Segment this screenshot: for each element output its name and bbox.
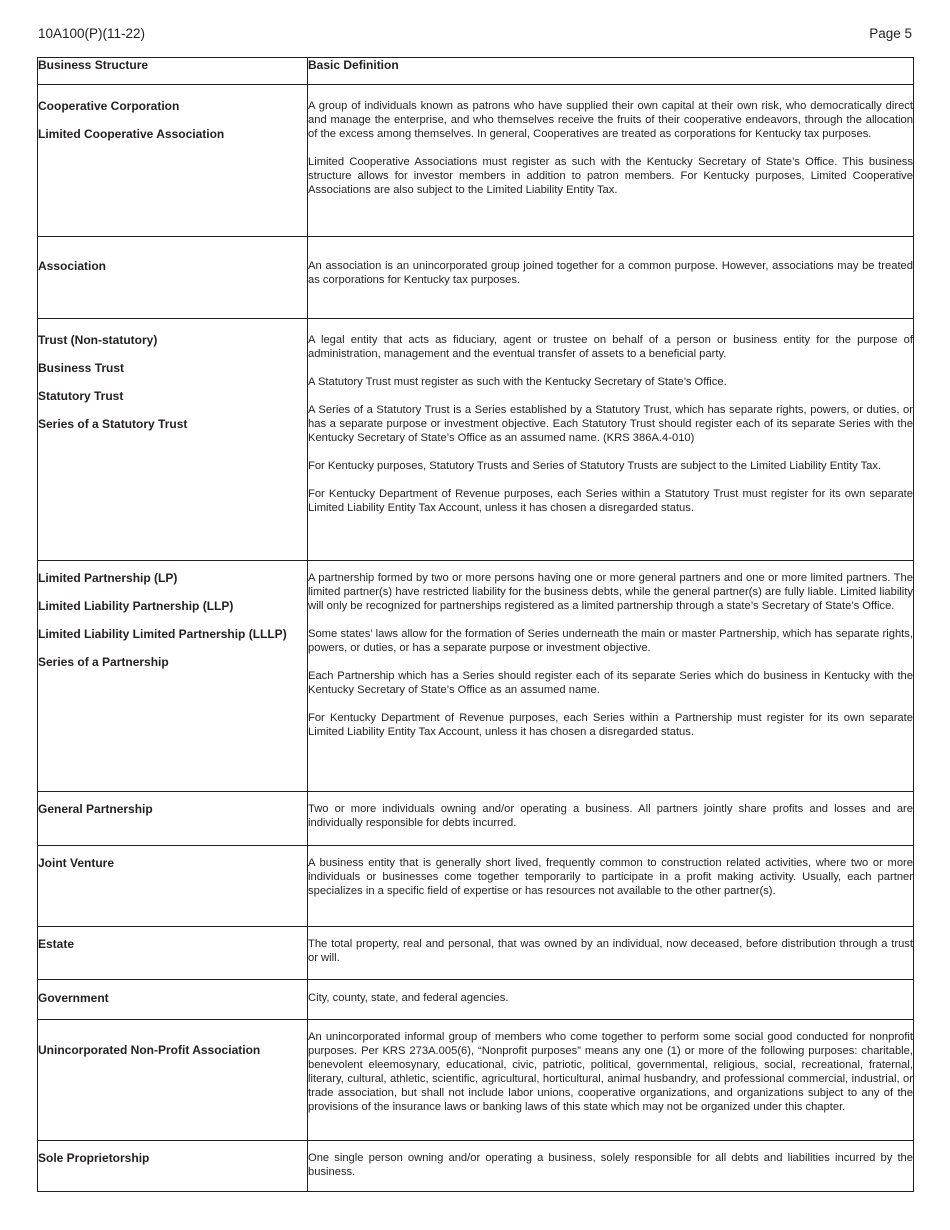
business-structure-cell <box>38 846 308 927</box>
definition-paragraph: For Kentucky Department of Revenue purposes, each Series within a Partnership must register for its own separate Limited Liability Entity Tax Account, unless it has chosen a disregarded status. <box>308 712 913 738</box>
table-row <box>38 927 914 980</box>
table-row <box>38 1141 914 1192</box>
definition-paragraph: A business entity that is generally short lived, frequently common to construction related activities, where two or more individuals or businesses come together temporarily to participate in a profit making activity. Usually, each partner specializes in a specific field of expertise or has resources not available to the other partner(s). <box>308 857 913 897</box>
definition-paragraph: For Kentucky purposes, Statutory Trusts and Series of Statutory Trusts are subject to the Limited Liability Entity Tax. <box>308 460 882 472</box>
basic-definition-cell <box>308 927 914 980</box>
business-structure-cell <box>38 927 308 980</box>
basic-definition-cell <box>308 792 914 846</box>
table-header-row <box>38 58 914 85</box>
business-structure-cell <box>38 85 308 237</box>
basic-definition-cell <box>308 561 914 792</box>
business-structure-cell <box>38 319 308 561</box>
structure-term: Association <box>38 259 107 273</box>
definition-paragraph: Limited Cooperative Associations must register as such with the Kentucky Secretary of State’s Office. This business structure allows for investor members in addition to patron members. For Kentucky purposes, Limited Cooperative Associations are also subject to the Limited Liability Entity Tax. <box>308 156 913 196</box>
definition-paragraph: The total property, real and personal, that was owned by an individual, now deceased, before distribution through a trust or will. <box>308 938 913 964</box>
definition-paragraph: For Kentucky Department of Revenue purposes, each Series within a Statutory Trust must register for its own separate Limited Liability Entity Tax Account, unless it has chosen a disregarded status. <box>308 488 913 514</box>
definition-paragraph: One single person owning and/or operating a business, solely responsible for all debts and liabilities incurred by the business. <box>308 1152 913 1178</box>
definition-paragraph: An association is an unincorporated group joined together for a common purpose. However, associations may be treated as corporations for Kentucky tax purposes. <box>308 260 913 286</box>
structure-term: Series of a Statutory Trust <box>38 417 188 431</box>
structure-term: Statutory Trust <box>38 389 124 403</box>
page-header <box>38 26 912 42</box>
table-row <box>38 1020 914 1141</box>
business-structure-cell <box>38 237 308 319</box>
basic-definition-cell <box>308 846 914 927</box>
definition-paragraph: A partnership formed by two or more persons having one or more general partners and one or more limited partners. The limited partner(s) have restricted liability for the business debts, while the general partner(s) are fully liable. Limited liability will only be recognized for partnerships registered as a limited partnership through a state’s Secretary of State’s Office. <box>308 572 913 612</box>
structure-term: Unincorporated Non-Profit Association <box>38 1043 261 1057</box>
structure-term: Joint Venture <box>38 856 115 870</box>
definition-paragraph: Two or more individuals owning and/or operating a business. All partners jointly share profits and losses and are individually responsible for debts incurred. <box>308 803 913 829</box>
structure-term: Business Trust <box>38 361 125 375</box>
definition-paragraph: A Series of a Statutory Trust is a Series established by a Statutory Trust, which has separate rights, powers, or duties, or has a separate purpose or investment objective. Each Statutory Trust should register each of its separate Series with the Kentucky Secretary of State’s Office as an assumed name. (KRS 386A.4-010) <box>308 404 913 444</box>
table-row <box>38 792 914 846</box>
basic-definition-cell <box>308 1020 914 1141</box>
structure-term: Trust (Non-statutory) <box>38 333 158 347</box>
structure-term: Limited Liability Limited Partnership (LLLP) <box>38 627 287 641</box>
definition-paragraph: A group of individuals known as patrons who have supplied their own capital at their own risk, who democratically direct and manage the enterprise, and who themselves receive the fruits of their cooperative endeavors, through the allocation of the excess among themselves. In general, Cooperatives are treated as corporations for Kentucky tax purposes. <box>308 100 913 140</box>
definition-paragraph: Some states’ laws allow for the formation of Series underneath the main or master Partnership, which has separate rights, powers, or duties, or has a separate purpose or investment objective. <box>308 628 913 654</box>
structure-term: Limited Cooperative Association <box>38 127 225 141</box>
basic-definition-cell <box>308 319 914 561</box>
basic-definition-cell <box>308 980 914 1020</box>
structure-term: Government <box>38 991 109 1005</box>
basic-definition-cell <box>308 85 914 237</box>
structure-term: General Partnership <box>38 802 153 816</box>
business-structure-cell <box>38 1141 308 1192</box>
business-structure-table <box>37 57 914 1192</box>
form-code: 10A100(P)(11-22) <box>38 26 146 41</box>
structure-term: Limited Liability Partnership (LLP) <box>38 599 234 613</box>
table-row <box>38 237 914 319</box>
definition-paragraph: An unincorporated informal group of members who come together to perform some social good conducted for nonprofit purposes. Per KRS 273A.005(6), “Nonprofit purposes” means any one (1) or more of the following purposes: charitable, benevolent eleemosynary, educational, civic, patriotic, political, governmental, religious, social, recreational, fraternal, literary, cultural, athletic, scientific, agricultural, horticultural, animal husbandry, and professional commercial, industrial, or trade association, but shall not include labor unions, cooperative organizations, and organizations subject to any of the provisions of the insurance laws or banking laws of this state which may not be organized under this chapter. <box>308 1031 913 1113</box>
column-header-structure: Business Structure <box>38 58 308 85</box>
business-structure-cell <box>38 792 308 846</box>
column-header-definition: Basic Definition <box>308 58 914 85</box>
definition-paragraph: A legal entity that acts as fiduciary, agent or trustee on behalf of a person or business entity for the purpose of administration, management and the eventual transfer of assets to a beneficial party. <box>308 334 913 360</box>
table-row <box>38 561 914 792</box>
table-row <box>38 85 914 237</box>
business-structure-cell <box>38 1020 308 1141</box>
basic-definition-cell <box>308 1141 914 1192</box>
basic-definition-cell <box>308 237 914 319</box>
page-number: Page 5 <box>869 26 912 41</box>
business-structure-cell <box>38 561 308 792</box>
structure-term: Estate <box>38 937 75 951</box>
business-structure-cell <box>38 980 308 1020</box>
definition-paragraph: A Statutory Trust must register as such with the Kentucky Secretary of State’s Office. <box>308 376 727 388</box>
definition-paragraph: Each Partnership which has a Series should register each of its separate Series which do business in Kentucky with the Kentucky Secretary of State’s Office as an assumed name. <box>308 670 913 696</box>
structure-term: Series of a Partnership <box>38 655 169 669</box>
structure-term: Limited Partnership (LP) <box>38 571 178 585</box>
table-row <box>38 980 914 1020</box>
table-row <box>38 846 914 927</box>
definition-paragraph: City, county, state, and federal agencies. <box>308 992 509 1004</box>
structure-term: Cooperative Corporation <box>38 99 180 113</box>
table-row <box>38 319 914 561</box>
structure-term: Sole Proprietorship <box>38 1151 150 1165</box>
